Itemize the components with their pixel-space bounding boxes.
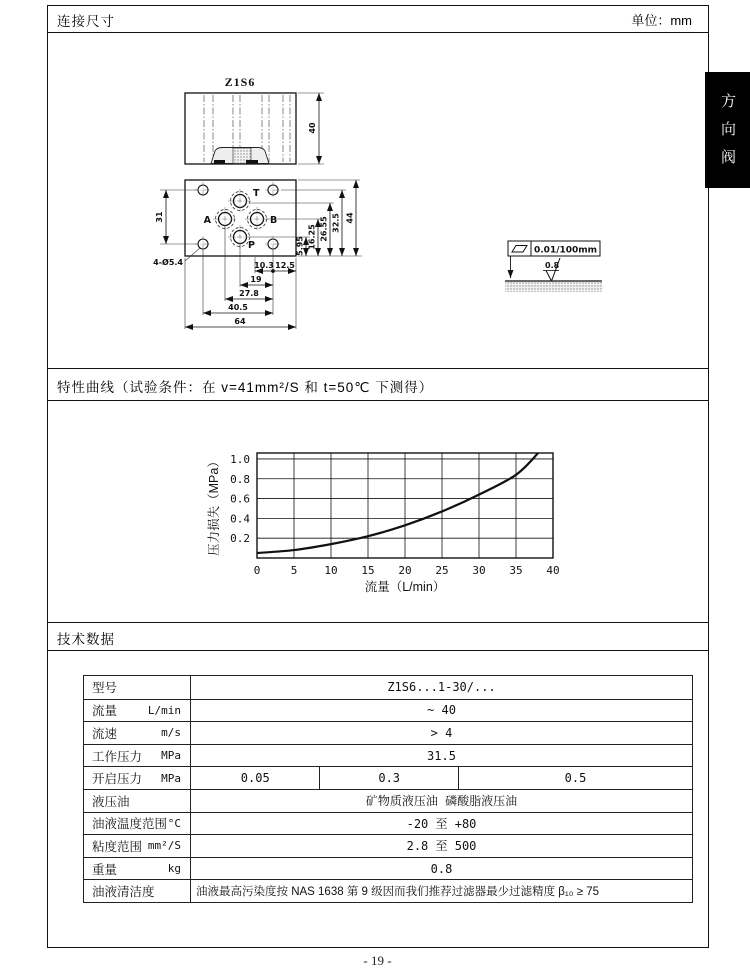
- row-unit: °C: [167, 816, 181, 830]
- technical-data-table: [83, 675, 693, 903]
- mounting-face-outline: [185, 180, 296, 256]
- row-label-cell: [84, 676, 191, 699]
- roughness-value: 0.8: [545, 261, 560, 270]
- svg-text:0.8: 0.8: [230, 472, 250, 486]
- row-unit: mm²/S: [147, 839, 181, 853]
- page-number: - 19 -: [363, 953, 392, 968]
- row-label-cell: [84, 880, 191, 902]
- row-label: 油液温度范围: [92, 817, 168, 832]
- svg-text:40: 40: [546, 564, 560, 577]
- dim-16-25: 16.25: [307, 224, 317, 250]
- row-value: 0.05: [240, 771, 270, 786]
- row-label-cell: [84, 700, 191, 722]
- table-row: [84, 744, 692, 767]
- svg-text:1.0: 1.0: [230, 452, 250, 466]
- row-unit: kg: [167, 862, 181, 876]
- section-title-connection: 连接尺寸: [57, 14, 115, 29]
- table-row: [84, 766, 692, 789]
- side-tab-label: 方向阀: [719, 93, 736, 177]
- flatness-spec: 0.01/100mm: [534, 245, 598, 256]
- dim-12-5: 12.5: [275, 261, 295, 270]
- row-label-cell: [84, 767, 191, 789]
- row-value: 矿物质液压油 磷酸脂液压油: [365, 794, 518, 809]
- table-row: [84, 676, 692, 699]
- table-row: [84, 721, 692, 744]
- row-label: 型号: [92, 681, 118, 696]
- svg-text:5: 5: [290, 564, 298, 577]
- side-tab-directional-valve: [705, 72, 750, 188]
- row-unit: MPa: [161, 771, 181, 785]
- row-value: 0.5: [458, 767, 692, 789]
- divider-tech-bottom: [47, 650, 708, 651]
- section-title-curve: 特性曲线（试验条件：在 v=41mm²/S 和 t=50℃ 下测得）: [57, 380, 434, 395]
- svg-text:0.2: 0.2: [230, 532, 250, 546]
- table-row: [84, 789, 692, 812]
- row-value: -20 至 +80: [406, 816, 477, 831]
- unit-label: 单位：mm: [631, 13, 692, 28]
- row-label: 液压油: [92, 794, 130, 809]
- row-value: 油液最高污染度按 NAS 1638 第 9 级因而我们推荐过滤器最少过滤精度 β₁₀ ≥ 75: [196, 886, 600, 899]
- row-label: 粘度范围: [92, 839, 143, 854]
- connection-drawing: [47, 32, 708, 368]
- row-value: Z1S6...1-30/...: [387, 680, 496, 695]
- port-label-a: A: [203, 215, 211, 226]
- dim-64: 64: [234, 317, 246, 326]
- row-label: 流速: [92, 726, 118, 741]
- dim-40-5: 40.5: [228, 303, 248, 312]
- row-unit: MPa: [161, 749, 181, 763]
- bottom-extension-lines: [185, 226, 296, 329]
- row-label: 油液清洁度: [92, 885, 155, 900]
- row-label: 流量: [92, 704, 118, 719]
- row-label-cell: [84, 722, 191, 744]
- row-label-cell: [84, 790, 191, 812]
- svg-text:15: 15: [361, 564, 375, 577]
- flatness-symbol: [508, 241, 600, 278]
- svg-text:0.4: 0.4: [230, 512, 250, 526]
- row-value: 0.8: [430, 861, 453, 876]
- table-row: [84, 699, 692, 722]
- svg-text:30: 30: [472, 564, 486, 577]
- row-unit: L/min: [147, 703, 181, 717]
- surface-hatch: [505, 281, 602, 292]
- dim-5-95: 5.95: [295, 236, 305, 256]
- row-label: 重量: [92, 862, 118, 877]
- section-title-tech: 技术数据: [57, 632, 115, 647]
- svg-text:25: 25: [435, 564, 449, 577]
- dim-27-8: 27.8: [239, 289, 259, 298]
- row-label-cell: [84, 813, 191, 835]
- dim-31: 31: [155, 211, 164, 223]
- table-row: [84, 834, 692, 857]
- row-label-cell: [84, 835, 191, 857]
- port-label-t: T: [253, 188, 260, 199]
- row-label: 开启压力: [92, 772, 143, 787]
- dim-height-40: 40: [308, 122, 317, 134]
- pressure-loss-chart: [190, 430, 610, 610]
- row-value: 31.5: [427, 748, 456, 763]
- roughness-symbol: [543, 258, 560, 281]
- row-label: 工作压力: [92, 749, 143, 764]
- dim-26-55: 26.55: [319, 216, 329, 242]
- dim-19: 19: [250, 275, 262, 284]
- table-row: [84, 857, 692, 880]
- svg-text:流量（L/min）: 流量（L/min）: [364, 580, 446, 594]
- svg-text:0.6: 0.6: [230, 492, 250, 506]
- row-value: 0.3: [319, 767, 457, 789]
- port-label-p: P: [248, 240, 255, 251]
- svg-text:20: 20: [398, 564, 412, 577]
- row-value: > 4: [430, 725, 453, 740]
- row-unit: m/s: [161, 726, 181, 740]
- table-row: [84, 812, 692, 835]
- model-label: Z1S6: [224, 75, 256, 89]
- svg-text:压力损失（MPa）: 压力损失（MPa）: [207, 455, 221, 556]
- dim-44: 44: [345, 212, 355, 224]
- divider-tech-top: [47, 622, 708, 623]
- row-label-cell: [84, 858, 191, 880]
- divider-curve-top: [47, 368, 708, 369]
- dim-32-5: 32.5: [331, 213, 341, 233]
- table-row: [84, 879, 692, 902]
- port-label-b: B: [270, 215, 278, 226]
- svg-text:35: 35: [509, 564, 523, 577]
- divider-curve-bottom: [47, 400, 708, 401]
- svg-text:10: 10: [324, 564, 338, 577]
- row-value: ~ 40: [427, 703, 456, 718]
- row-value: 2.8 至 500: [406, 839, 477, 854]
- hole-note: 4-Ø5.4: [153, 258, 183, 267]
- row-label-cell: [84, 745, 191, 767]
- dim-10-3: 10.3: [254, 261, 274, 270]
- svg-text:0: 0: [253, 564, 261, 577]
